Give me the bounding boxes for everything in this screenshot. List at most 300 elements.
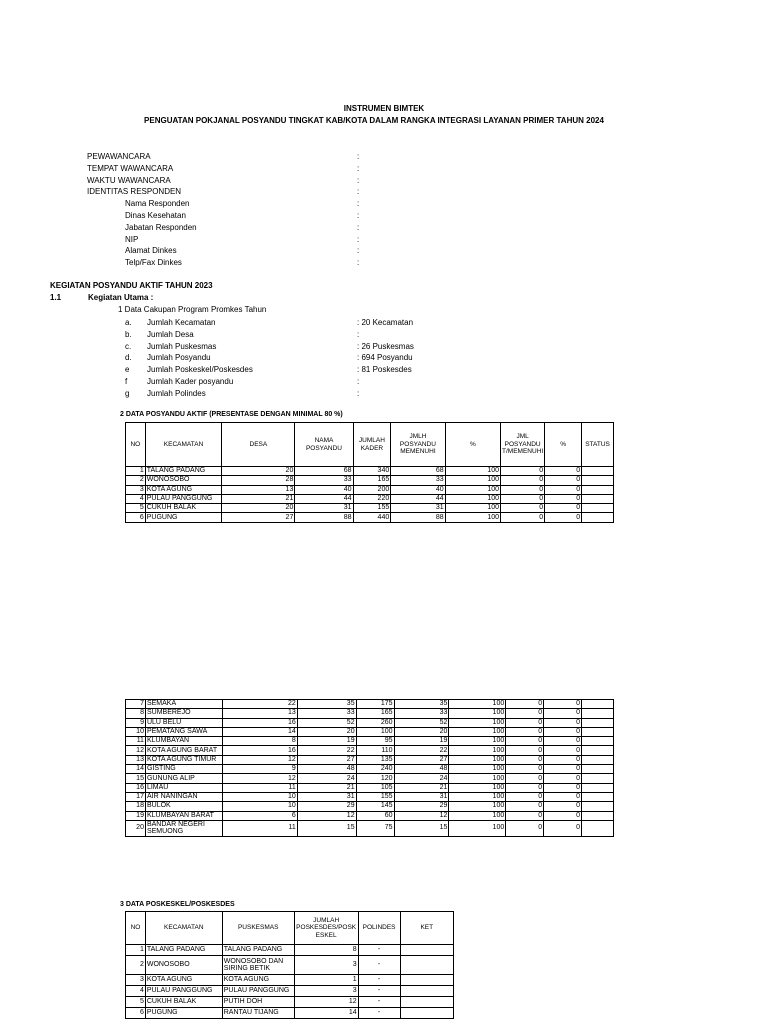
table-cell: 0: [544, 737, 582, 746]
table-cell: -: [358, 997, 400, 1008]
table-cell: CUKUH BALAK: [145, 997, 222, 1008]
table-cell: [582, 755, 614, 764]
table-cell: 0: [544, 802, 582, 811]
table-cell: TALANG PADANG: [222, 945, 294, 956]
table-row: [126, 737, 614, 746]
table-cell: 100: [445, 513, 500, 522]
table-cell: 44: [295, 494, 353, 503]
table-cell: 100: [449, 765, 506, 774]
table-cell: 68: [391, 467, 445, 476]
table-cell: 11: [126, 737, 146, 746]
table-cell: 100: [449, 774, 506, 783]
table-cell: 9: [126, 718, 146, 727]
section-heading: Kegiatan Utama :: [88, 293, 154, 302]
table-cell: KOTA AGUNG: [222, 975, 294, 986]
table-cell: 44: [391, 494, 445, 503]
table-cell: 13: [126, 755, 146, 764]
form-sub-label: Jabatan Responden: [125, 222, 197, 232]
table-cell: 0: [506, 709, 544, 718]
table-header-cell: NO: [126, 912, 146, 945]
table-cell: 120: [356, 774, 394, 783]
table-cell: 19: [394, 737, 449, 746]
table-cell: 0: [544, 718, 582, 727]
form-label: WAKTU WAWANCARA: [87, 175, 171, 185]
table-cell: 12: [222, 755, 297, 764]
table-header-cell: PUSKESMAS: [222, 912, 294, 945]
table-cell: 1: [294, 975, 358, 986]
form-sub-label: Telp/Fax Dinkes: [125, 258, 182, 268]
table-cell: [582, 792, 614, 801]
table-row: [126, 997, 454, 1008]
table-cell: 16: [222, 718, 297, 727]
table-cell: 100: [449, 709, 506, 718]
table-cell: 100: [449, 820, 506, 836]
table-cell: 22: [297, 746, 356, 755]
table-cell: 100: [449, 783, 506, 792]
table-row: [126, 755, 614, 764]
table-cell: -: [358, 986, 400, 997]
table-cell: [582, 485, 614, 494]
list-value: : 694 Posyandu: [357, 353, 413, 363]
form-label: PEWAWANCARA: [87, 152, 151, 161]
table-cell: 33: [295, 476, 353, 485]
document-title: INSTRUMEN BIMTEK: [343, 104, 425, 113]
poskesdes-table: [125, 911, 454, 1019]
table-cell: 35: [394, 700, 449, 709]
list-letter: a.: [125, 318, 132, 327]
table-cell: 4: [126, 986, 146, 997]
table-cell: 100: [445, 476, 500, 485]
table-cell: [400, 956, 453, 975]
list-label: Jumlah Kecamatan: [147, 318, 216, 327]
table-header-cell: JMLH POSYANDU MEMENUHI: [391, 423, 445, 467]
table-cell: -: [358, 956, 400, 975]
list-value: : 20 Kecamatan: [357, 318, 414, 327]
list-value: :: [357, 388, 360, 398]
table-cell: 3: [126, 975, 146, 986]
list-label: Jumlah Desa: [147, 329, 194, 339]
posyandu-table: [125, 422, 614, 523]
table-cell: 10: [222, 792, 297, 801]
table-cell: 0: [544, 700, 582, 709]
table-cell: 15: [394, 820, 449, 836]
table-cell: PULAU PANGGUNG: [145, 986, 222, 997]
table-row: [126, 476, 614, 485]
list-label: Jumlah Polindes: [147, 388, 206, 398]
table-cell: [400, 997, 453, 1008]
table-cell: 7: [126, 700, 146, 709]
form-sub-label: Nama Responden: [125, 199, 190, 209]
table-cell: 0: [545, 485, 582, 494]
table-cell: -: [358, 945, 400, 956]
table-cell: 31: [297, 792, 356, 801]
table-cell: 100: [449, 746, 506, 755]
table-cell: TALANG PADANG: [145, 945, 222, 956]
table-cell: 52: [394, 718, 449, 727]
table-cell: 20: [222, 467, 295, 476]
table-cell: 100: [356, 727, 394, 736]
table-cell: 0: [544, 811, 582, 820]
table-cell: [582, 700, 614, 709]
table-cell: BULOK: [145, 802, 222, 811]
table-cell: 15: [297, 820, 356, 836]
table-cell: 48: [297, 765, 356, 774]
table-cell: 14: [126, 765, 146, 774]
table-row: [126, 945, 454, 956]
table-cell: 20: [297, 727, 356, 736]
table-row: [126, 504, 614, 513]
table-cell: 100: [445, 504, 500, 513]
table-cell: 0: [501, 504, 545, 513]
table-cell: 0: [506, 774, 544, 783]
table-cell: 24: [394, 774, 449, 783]
table-header-cell: KECAMATAN: [145, 912, 222, 945]
table-cell: [582, 783, 614, 792]
posyandu-table-continued: [125, 699, 614, 837]
table-cell: 20: [222, 504, 295, 513]
table-cell: 28: [222, 476, 295, 485]
table-cell: [582, 513, 614, 522]
table-cell: 3: [294, 986, 358, 997]
table-cell: [582, 765, 614, 774]
table-cell: 0: [506, 700, 544, 709]
table-row: [126, 1008, 454, 1019]
table-cell: 2: [126, 956, 146, 975]
table-cell: [582, 727, 614, 736]
form-separator: :: [357, 211, 360, 220]
table-cell: 27: [394, 755, 449, 764]
table-cell: -: [358, 1008, 400, 1019]
table-cell: 0: [506, 811, 544, 820]
table-cell: 52: [297, 718, 356, 727]
table-cell: 17: [126, 792, 146, 801]
table-cell: 100: [449, 802, 506, 811]
table-cell: WONOSOBO: [145, 956, 222, 975]
table-cell: 27: [297, 755, 356, 764]
list-letter: b.: [125, 329, 132, 339]
table-cell: SEMAKA: [145, 700, 222, 709]
table-cell: 0: [506, 755, 544, 764]
table-cell: 0: [545, 504, 582, 513]
form-separator: :: [357, 222, 360, 232]
table-cell: WONOSOBO: [145, 476, 222, 485]
table-cell: 3: [294, 956, 358, 975]
table-cell: 5: [126, 997, 146, 1008]
table-cell: [582, 802, 614, 811]
table-cell: 0: [544, 755, 582, 764]
table-header-cell: NO: [126, 423, 146, 467]
table-row: [126, 746, 614, 755]
table-cell: 165: [353, 476, 391, 485]
table-cell: 0: [544, 774, 582, 783]
table-cell: KLUMBAYAN BARAT: [145, 811, 222, 820]
table-header-cell: %: [445, 423, 500, 467]
table-cell: 220: [353, 494, 391, 503]
table-cell: 21: [394, 783, 449, 792]
form-label: TEMPAT WAWANCARA: [87, 163, 174, 173]
table-header-cell: POLINDES: [358, 912, 400, 945]
form-label: IDENTITAS RESPONDEN: [87, 187, 182, 197]
table-cell: 21: [297, 783, 356, 792]
table-cell: 0: [544, 792, 582, 801]
table-cell: 10: [126, 727, 146, 736]
table-row: [126, 727, 614, 736]
table-cell: 10: [222, 802, 297, 811]
list-value: :: [357, 329, 360, 339]
table-cell: LIMAU: [145, 783, 222, 792]
table-cell: 18: [126, 802, 146, 811]
table-cell: 6: [222, 811, 297, 820]
table-cell: [400, 986, 453, 997]
table2-title: 3 DATA POSKESKEL/POSKESDES: [120, 901, 235, 908]
list-letter: c.: [125, 341, 132, 351]
table-cell: 0: [506, 802, 544, 811]
section-number: 1.1: [50, 293, 62, 302]
table-cell: [582, 811, 614, 820]
form-separator: :: [357, 234, 360, 244]
table-cell: 155: [353, 504, 391, 513]
table-cell: 15: [126, 774, 146, 783]
table-cell: 100: [449, 811, 506, 820]
table-cell: 0: [506, 727, 544, 736]
table-cell: PUTIH DOH: [222, 997, 294, 1008]
table-cell: PUGUNG: [145, 513, 222, 522]
table-row: [126, 513, 614, 522]
table-cell: [582, 746, 614, 755]
table-cell: 29: [394, 802, 449, 811]
table-cell: 12: [297, 811, 356, 820]
table-cell: 31: [391, 504, 445, 513]
table-header-cell: %: [545, 423, 582, 467]
table-cell: [400, 975, 453, 986]
document-subtitle: PENGUATAN POKJANAL POSYANDU TINGKAT KAB/KOTA DALAM RANGKA INTEGRASI LAYANAN PRIMER TAHUN 2024: [144, 116, 604, 125]
table-cell: 0: [506, 792, 544, 801]
table-row: [126, 956, 454, 975]
table-header-cell: JML POSYANDU T/MEMENUHI: [501, 423, 545, 467]
table-cell: 145: [356, 802, 394, 811]
table-row: [126, 774, 614, 783]
table-cell: [582, 737, 614, 746]
table-cell: PULAU PANGGUNG: [145, 494, 222, 503]
table-cell: 6: [126, 513, 146, 522]
table-cell: 16: [126, 783, 146, 792]
table-cell: AIR NANINGAN: [145, 792, 222, 801]
table-cell: ULU BELU: [145, 718, 222, 727]
list-letter: d.: [125, 353, 132, 363]
list-letter: e: [125, 365, 130, 375]
table-cell: 14: [222, 727, 297, 736]
table-header-cell: JUMLAH KADER: [353, 423, 391, 467]
table-cell: 0: [506, 820, 544, 836]
table-cell: 0: [506, 746, 544, 755]
table-row: [126, 709, 614, 718]
list-label: Jumlah Posyandu: [147, 353, 211, 363]
form-separator: :: [357, 199, 360, 209]
table-cell: 440: [353, 513, 391, 522]
program-line: 1 Data Cakupan Program Promkes Tahun: [118, 305, 267, 314]
list-value: : 81 Poskesdes: [357, 365, 412, 375]
table-cell: [582, 476, 614, 485]
table-cell: -: [358, 975, 400, 986]
table-row: [126, 792, 614, 801]
table-cell: 0: [544, 727, 582, 736]
table-row: [126, 811, 614, 820]
table-header-cell: KECAMATAN: [145, 423, 222, 467]
table-cell: 40: [391, 485, 445, 494]
table-cell: 20: [126, 820, 146, 836]
table-cell: 24: [297, 774, 356, 783]
table-cell: 6: [126, 1008, 146, 1019]
table-cell: [582, 820, 614, 836]
table-cell: 48: [394, 765, 449, 774]
section-title: KEGIATAN POSYANDU AKTIF TAHUN 2023: [50, 281, 213, 290]
table-cell: 13: [222, 485, 295, 494]
table-cell: 12: [222, 774, 297, 783]
table-cell: 100: [445, 494, 500, 503]
table-cell: 60: [356, 811, 394, 820]
table-cell: 4: [126, 494, 146, 503]
table-cell: 3: [126, 485, 146, 494]
table-cell: 0: [544, 709, 582, 718]
table-row: [126, 485, 614, 494]
table-cell: 100: [449, 755, 506, 764]
table-cell: SUMBEREJO: [145, 709, 222, 718]
table-cell: [582, 774, 614, 783]
list-label: Jumlah Puskesmas: [147, 341, 217, 351]
table-cell: 0: [506, 718, 544, 727]
table-cell: CUKUH BALAK: [145, 504, 222, 513]
table-cell: 12: [126, 746, 146, 755]
table-cell: 33: [297, 709, 356, 718]
table-cell: 0: [544, 820, 582, 836]
table-cell: 240: [356, 765, 394, 774]
table-cell: 21: [222, 494, 295, 503]
table-cell: GISTING: [145, 765, 222, 774]
table-cell: 0: [506, 783, 544, 792]
table-cell: [400, 1008, 453, 1019]
table-cell: 100: [449, 718, 506, 727]
table-cell: TALANG PADANG: [145, 467, 222, 476]
table-cell: 29: [297, 802, 356, 811]
list-value: :: [357, 377, 360, 386]
table-cell: 22: [222, 700, 297, 709]
table-cell: 12: [394, 811, 449, 820]
table-cell: 0: [545, 476, 582, 485]
form-separator: :: [357, 163, 360, 173]
table-row: [126, 783, 614, 792]
table-cell: 31: [394, 792, 449, 801]
form-sub-label: Alamat Dinkes: [125, 246, 177, 256]
table-cell: 88: [295, 513, 353, 522]
table-cell: KOTA AGUNG TIMUR: [145, 755, 222, 764]
table-cell: 100: [449, 737, 506, 746]
table-cell: 340: [353, 467, 391, 476]
table-cell: 0: [501, 467, 545, 476]
table-header-cell: STATUS: [582, 423, 614, 467]
table-cell: 33: [394, 709, 449, 718]
table-cell: 16: [222, 746, 297, 755]
table-header-cell: JUMLAH POSKESDES/POSK ESKEL: [294, 912, 358, 945]
table-cell: GUNUNG ALIP: [145, 774, 222, 783]
table-cell: 88: [391, 513, 445, 522]
table-cell: 20: [394, 727, 449, 736]
table-cell: KOTA AGUNG: [145, 975, 222, 986]
list-letter: f: [125, 377, 128, 386]
table-row: [126, 494, 614, 503]
table-cell: RANTAU TIJANG: [222, 1008, 294, 1019]
form-sub-label: NIP: [125, 234, 139, 244]
table-cell: 105: [356, 783, 394, 792]
table-cell: 0: [545, 513, 582, 522]
table-cell: 135: [356, 755, 394, 764]
table-cell: 31: [295, 504, 353, 513]
table-cell: [582, 709, 614, 718]
table-header-cell: DESA: [222, 423, 295, 467]
table1-title: 2 DATA POSYANDU AKTIF (PRESENTASE DENGAN MINIMAL 80 %): [120, 411, 343, 418]
table-cell: 200: [353, 485, 391, 494]
table-cell: WONOSOBO DAN SIRING BETIK: [222, 956, 294, 975]
table-cell: 0: [506, 765, 544, 774]
table-cell: KOTA AGUNG: [145, 485, 222, 494]
list-letter: g: [125, 388, 130, 398]
table-cell: 0: [544, 746, 582, 755]
table-cell: 95: [356, 737, 394, 746]
table-row: [126, 802, 614, 811]
table-cell: KOTA AGUNG BARAT: [145, 746, 222, 755]
table-cell: 155: [356, 792, 394, 801]
table-cell: 22: [394, 746, 449, 755]
table-row: [126, 718, 614, 727]
form-separator: :: [357, 246, 360, 256]
table-cell: 0: [545, 467, 582, 476]
table-cell: PEMATANG SAWA: [145, 727, 222, 736]
table-cell: BANDAR NEGERI SEMUONG: [145, 820, 222, 836]
table-cell: 8: [126, 709, 146, 718]
list-label: Jumlah Poskeskel/Poskesdes: [147, 365, 253, 375]
table-cell: 19: [126, 811, 146, 820]
table-cell: 260: [356, 718, 394, 727]
table-header-cell: NAMA POSYANDU: [295, 423, 353, 467]
table-cell: 0: [506, 737, 544, 746]
table-cell: 175: [356, 700, 394, 709]
table-cell: 1: [126, 945, 146, 956]
table-cell: 8: [222, 737, 297, 746]
table-cell: 27: [222, 513, 295, 522]
table-cell: [582, 504, 614, 513]
table-cell: 165: [356, 709, 394, 718]
form-separator: :: [357, 175, 360, 185]
table-cell: PULAU PANGGUNG: [222, 986, 294, 997]
list-value: : 26 Puskesmas: [357, 341, 414, 351]
table-cell: 0: [545, 494, 582, 503]
table-cell: [582, 494, 614, 503]
table-row: [126, 467, 614, 476]
table-cell: 40: [295, 485, 353, 494]
table-cell: 0: [501, 485, 545, 494]
table-row: [126, 975, 454, 986]
table-cell: 0: [501, 513, 545, 522]
table-cell: 33: [391, 476, 445, 485]
table-cell: 100: [449, 700, 506, 709]
table-cell: 9: [222, 765, 297, 774]
table-cell: 11: [222, 783, 297, 792]
table-cell: 68: [295, 467, 353, 476]
form-sub-label: Dinas Kesehatan: [125, 211, 186, 220]
table-cell: KLUMBAYAN: [145, 737, 222, 746]
table-cell: 1: [126, 467, 146, 476]
table-cell: 0: [501, 476, 545, 485]
form-separator: :: [357, 187, 360, 197]
